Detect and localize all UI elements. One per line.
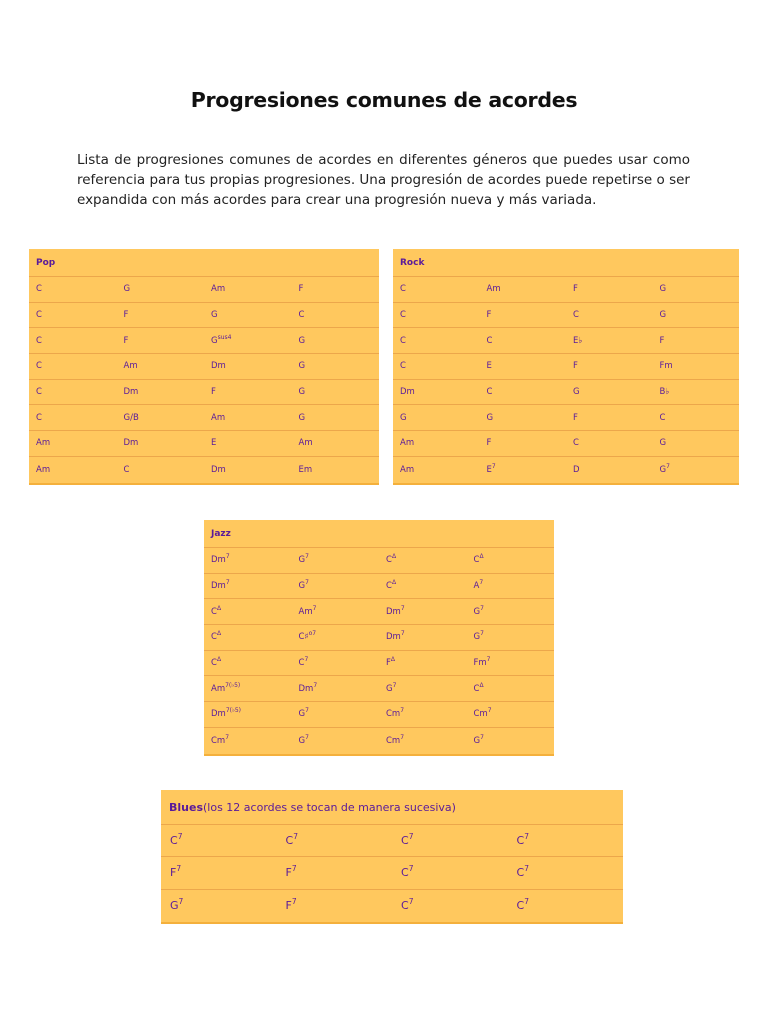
chord-cell: $G^7$: [170, 897, 184, 913]
chord-cell: G: [486, 412, 494, 423]
rock-table: [393, 249, 739, 485]
chord-cell: G: [298, 335, 306, 346]
chord-cell: C: [36, 310, 42, 321]
chord-cell: $G^7$: [473, 630, 484, 643]
table-row: [161, 825, 623, 857]
chord-cell: G: [298, 412, 306, 423]
chord-cell: $E^7$: [486, 462, 496, 475]
chord-cell: $C^7$: [401, 864, 414, 880]
chord-cell: C: [123, 464, 130, 475]
chord-cell: $G^7$: [659, 462, 670, 475]
jazz-table-header: [204, 520, 554, 548]
chord-cell: Cm$^7$: [386, 707, 405, 720]
rock-table-header: [393, 249, 739, 277]
chord-cell: C: [400, 284, 406, 295]
chord-cell: F: [211, 387, 216, 398]
table-row: [393, 457, 739, 483]
chord-cell: Am: [486, 284, 501, 295]
chord-cell: Am: [211, 284, 226, 295]
chord-cell: C: [400, 361, 406, 372]
chord-cell: C: [36, 335, 42, 346]
table-row: [204, 625, 554, 651]
chord-cell: Dm: [211, 464, 226, 475]
chord-cell: Am: [211, 412, 226, 423]
table-row: [204, 728, 554, 754]
chord-cell: $G^7$: [386, 681, 397, 694]
chord-cell: Dm: [211, 361, 226, 372]
table-row: [29, 277, 379, 303]
chord-cell: B♭: [659, 387, 670, 398]
chord-cell: G: [298, 387, 306, 398]
table-row: [393, 380, 739, 406]
intro-paragraph: Lista de progresiones comunes de acordes en diferentes géneros que puedes usar como referencia para tus propias progresiones. Una progresión de acordes puede repetirse o ser expandida con más acordes para crear una progresión nueva y más variada.: [77, 152, 690, 208]
chord-cell: F: [123, 310, 129, 321]
chord-cell: $G^7$: [298, 553, 309, 566]
chord-cell: Cm$^7$: [473, 707, 492, 720]
chord-cell: $F^7$: [285, 864, 297, 880]
chord-cell: $C^\Delta$: [386, 579, 397, 592]
chord-cell: E♭: [573, 335, 583, 346]
chord-cell: F: [123, 335, 129, 346]
chord-cell: $C^7$: [170, 832, 183, 848]
table-row: [161, 890, 623, 922]
chord-cell: $G^7$: [298, 707, 309, 720]
chord-cell: Fm: [659, 361, 673, 372]
chord-cell: Am: [400, 464, 415, 475]
table-row: [204, 702, 554, 728]
chord-cell: $F^7$: [170, 864, 182, 880]
chord-cell: $C^\Delta$: [211, 630, 222, 643]
chord-cell: F: [573, 361, 578, 372]
chord-cell: C: [298, 310, 305, 321]
chord-cell: $G^7$: [298, 733, 309, 746]
chord-cell: $C^7$: [516, 864, 529, 880]
table-row: [204, 599, 554, 625]
pop-table-header: [29, 249, 379, 277]
blues-header-note: (los 12 acordes se tocan de manera sucesiva): [203, 800, 456, 814]
table-row: [29, 380, 379, 406]
table-row: [29, 457, 379, 483]
table-row: [29, 303, 379, 329]
chord-cell: G: [123, 284, 131, 295]
table-row: [204, 676, 554, 702]
chord-cell: C: [659, 412, 666, 423]
chord-cell: $Am^{7(♭5)}$: [211, 681, 241, 694]
chord-cell: C: [400, 335, 406, 346]
chord-cell: Dm: [400, 387, 415, 398]
chord-cell: Am: [123, 361, 138, 372]
table-row: [393, 277, 739, 303]
pop-header-label: Pop: [36, 257, 56, 268]
chord-cell: F: [298, 284, 304, 295]
chord-cell: Am$^7$: [298, 604, 317, 617]
rock-header-label: Rock: [400, 257, 425, 268]
blues-header-label: Blues: [169, 800, 203, 814]
chord-cell: $C^\Delta$: [211, 656, 222, 669]
chord-cell: Am: [298, 438, 313, 449]
chord-cell: C: [36, 412, 42, 423]
chord-cell: $F^\Delta$: [386, 656, 395, 669]
chord-cell: Dm$^7$: [211, 579, 230, 592]
chord-cell: $C^\Delta$: [211, 604, 222, 617]
chord-cell: E: [486, 361, 492, 372]
chord-cell: F: [573, 412, 578, 423]
chord-cell: $F^7$: [285, 897, 297, 913]
chord-cell: E: [211, 438, 217, 449]
chord-cell: $C^7$: [298, 656, 309, 669]
chord-cell: F: [573, 284, 578, 295]
chord-cell: $C^7$: [401, 832, 414, 848]
chord-cell: $G^7$: [473, 604, 484, 617]
table-row: [29, 328, 379, 354]
table-row: [204, 574, 554, 600]
chord-cell: Em: [298, 464, 313, 475]
chord-cell: Dm$^7$: [386, 630, 405, 643]
chord-cell: Dm: [123, 387, 139, 398]
table-row: [393, 354, 739, 380]
jazz-header-label: Jazz: [211, 528, 231, 539]
chord-cell: Dm: [123, 438, 139, 449]
chord-cell: $G^{sus4}$: [211, 333, 232, 346]
chord-cell: $C^7$: [401, 897, 414, 913]
chord-cell: G: [659, 310, 667, 321]
chord-cell: D: [573, 464, 580, 475]
chord-cell: $G^7$: [473, 733, 484, 746]
chord-cell: G: [211, 310, 218, 321]
chord-cell: C: [36, 361, 42, 372]
chord-cell: Dm$^7$: [386, 604, 405, 617]
chord-cell: $Dm^{7(♭5)}$: [211, 707, 241, 720]
chord-cell: Am: [36, 438, 51, 449]
table-row: [393, 303, 739, 329]
table-row: [393, 328, 739, 354]
chord-cell: $C^7$: [516, 832, 529, 848]
chord-cell: C: [36, 284, 42, 295]
chord-cell: $C^\Delta$: [386, 553, 397, 566]
chord-cell: C: [486, 387, 493, 398]
table-row: [393, 405, 739, 431]
chord-cell: Dm$^7$: [211, 553, 230, 566]
table-row: [161, 857, 623, 889]
chord-cell: F: [486, 310, 492, 321]
jazz-table: [204, 520, 554, 756]
chord-cell: F: [659, 335, 665, 346]
chord-cell: Fm$^7$: [473, 656, 491, 669]
chord-cell: $C^\Delta$: [473, 553, 484, 566]
table-row: [29, 354, 379, 380]
chord-cell: C: [400, 310, 406, 321]
blues-table-header: [161, 790, 623, 825]
table-row: [29, 405, 379, 431]
chord-cell: C: [573, 438, 579, 449]
chord-cell: C: [36, 387, 42, 398]
chord-cell: Am: [400, 438, 415, 449]
chord-cell: $A^7$: [473, 579, 484, 592]
chord-cell: G: [400, 412, 407, 423]
chord-cell: G: [573, 387, 580, 398]
chord-cell: G: [659, 284, 667, 295]
chord-cell: G/B: [123, 412, 139, 423]
table-row: [29, 431, 379, 457]
chord-cell: F: [486, 438, 492, 449]
chord-cell: C♯$^{o7}$: [298, 630, 317, 643]
chord-cell: $G^7$: [298, 579, 309, 592]
blues-table: [161, 790, 623, 924]
page-title: Progresiones comunes de acordes: [190, 88, 578, 112]
table-row: [393, 431, 739, 457]
table-row: [204, 548, 554, 574]
chord-cell: $C^\Delta$: [473, 681, 484, 694]
chord-cell: Dm$^7$: [298, 681, 318, 694]
chord-cell: $C^7$: [516, 897, 529, 913]
chord-cell: G: [659, 438, 667, 449]
chord-cell: G: [298, 361, 306, 372]
pop-table: [29, 249, 379, 485]
chord-cell: C: [573, 310, 579, 321]
table-row: [204, 651, 554, 677]
chord-cell: $C^7$: [285, 832, 298, 848]
chord-cell: Cm$^7$: [386, 733, 405, 746]
chord-cell: Cm$^7$: [211, 733, 230, 746]
chord-cell: C: [486, 335, 493, 346]
chord-cell: Am: [36, 464, 51, 475]
